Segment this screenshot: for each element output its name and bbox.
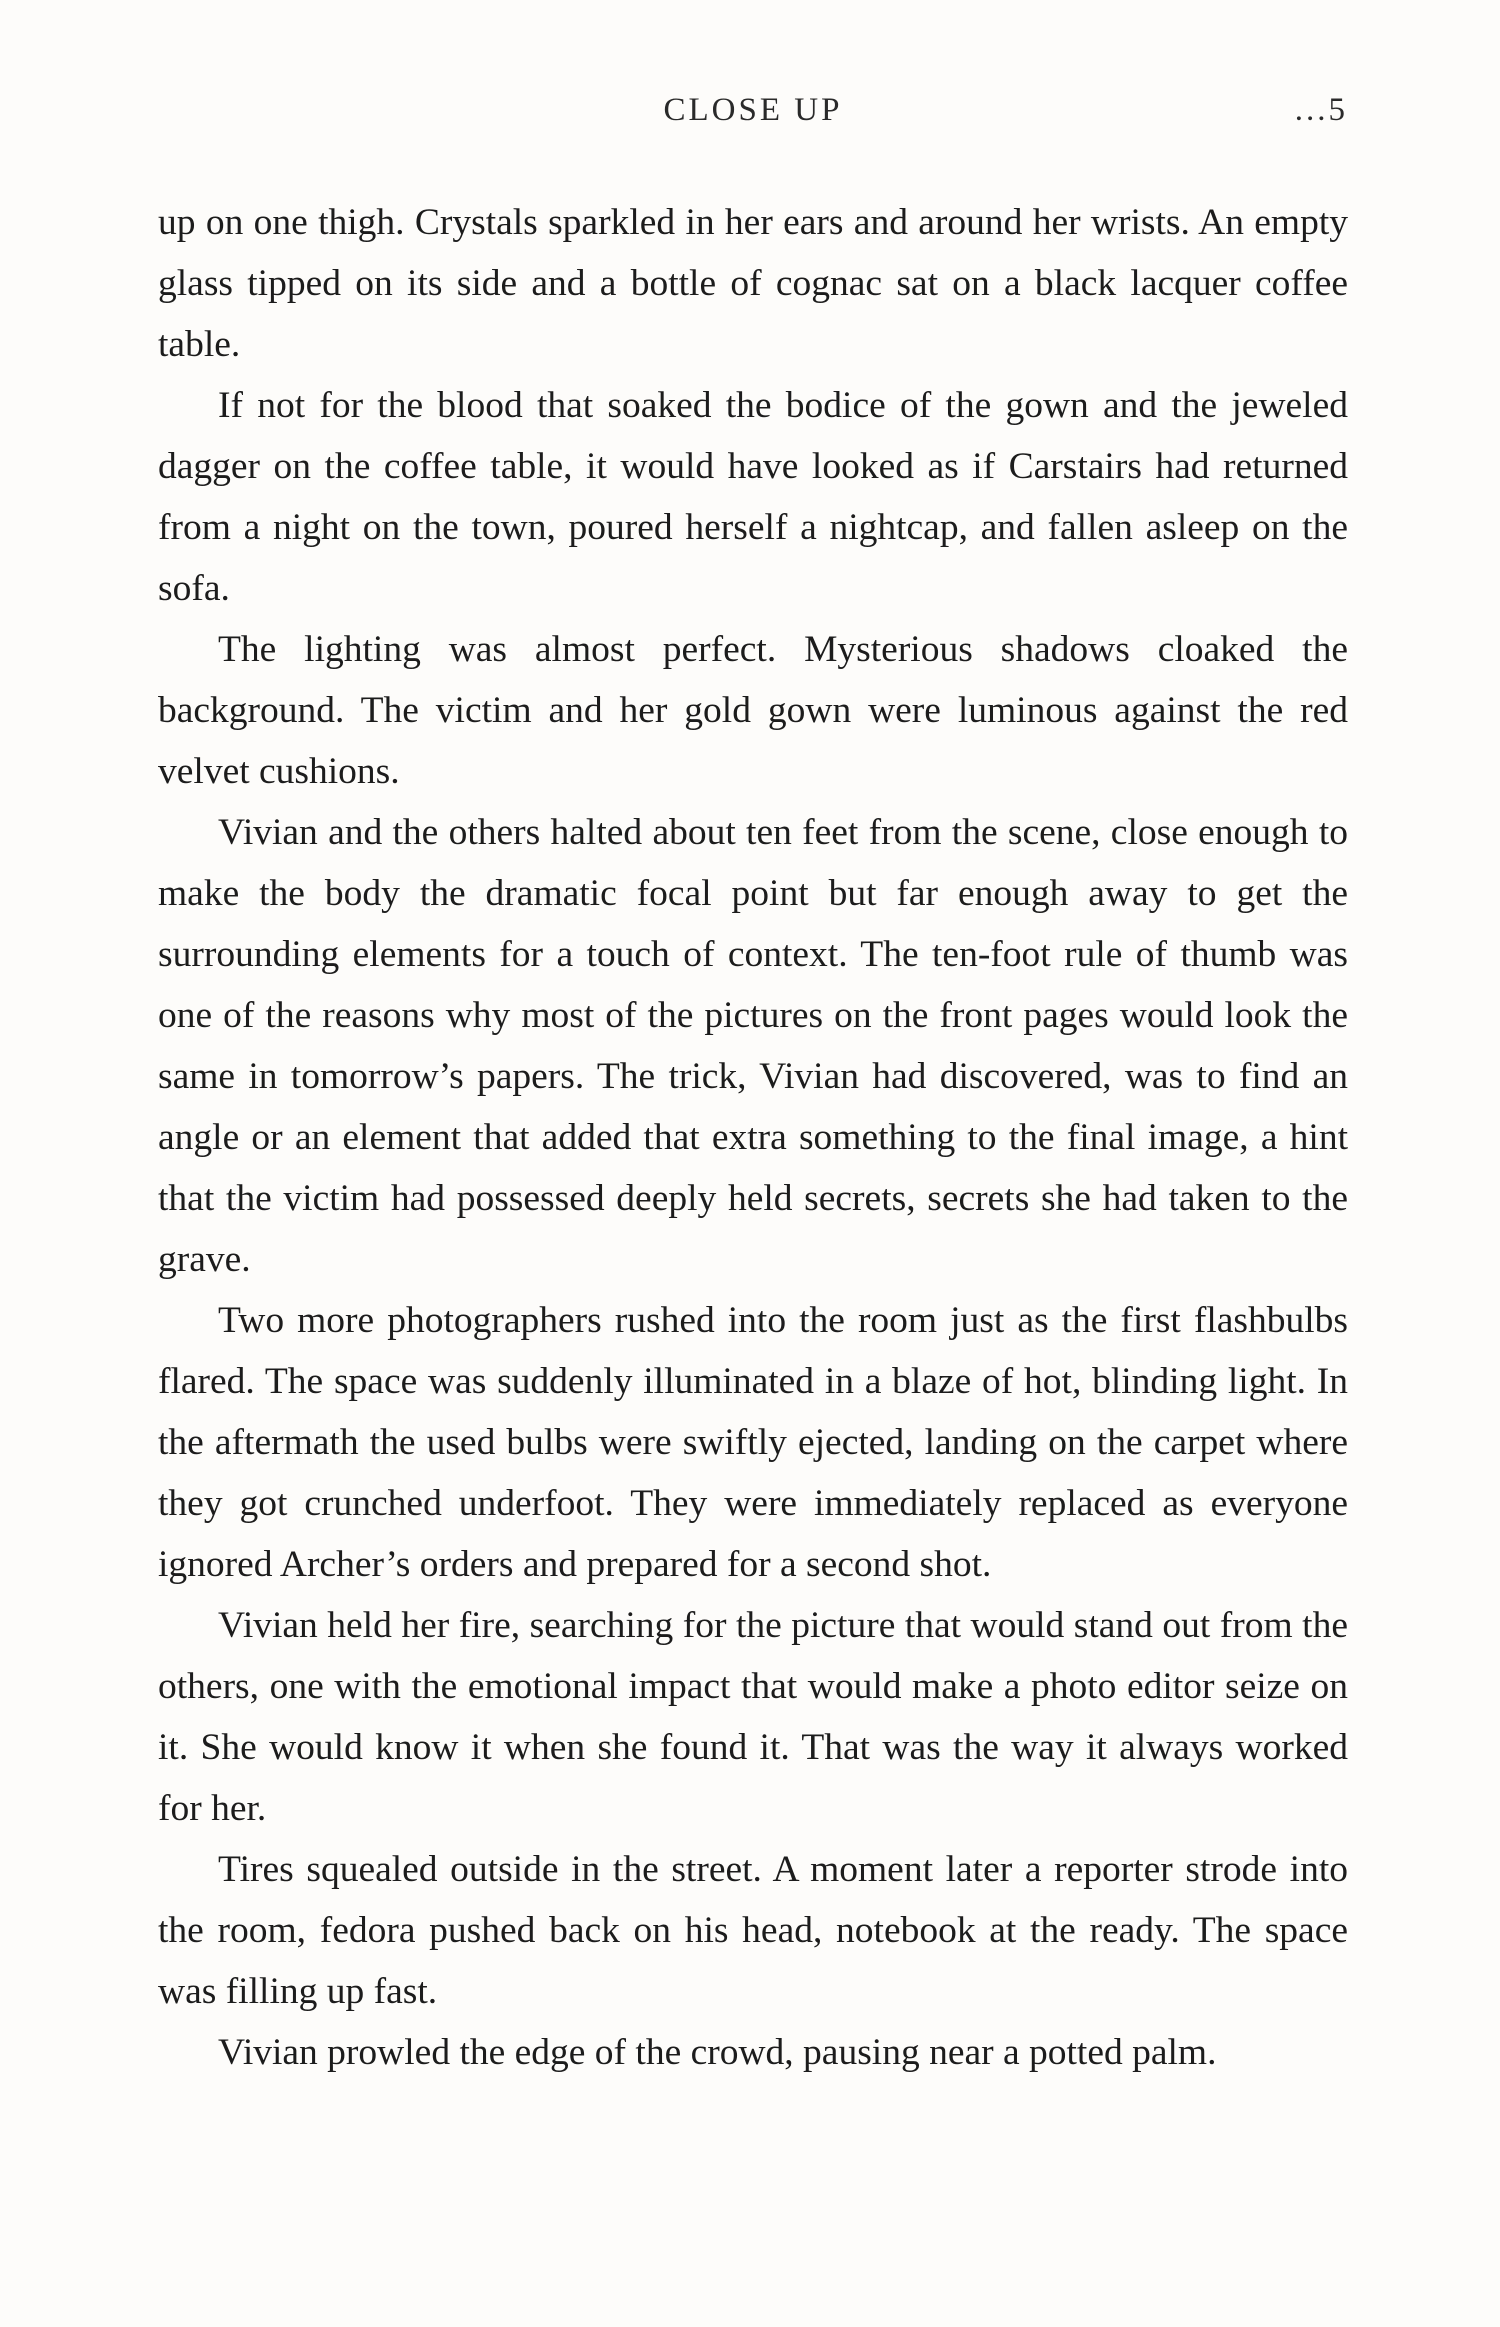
- paragraph: Vivian held her fire, searching for the picture that would stand out from the others, one with the emotional impact that would make a photo editor seize on it. She would know it when she found it. That was the way it always worked for her.: [158, 1605, 1348, 1829]
- body-text: [158, 192, 1348, 2083]
- paragraph: Vivian prowled the edge of the crowd, pausing near a potted palm.: [218, 2032, 1217, 2073]
- paragraph: Tires squealed outside in the street. A moment later a reporter strode into the room, fedora pushed back on his head, notebook at the ready. The space was filling up fast.: [158, 1849, 1348, 2012]
- running-head: [158, 92, 1348, 142]
- paragraph: Vivian and the others halted about ten feet from the scene, close enough to make the body the dramatic focal point but far enough away to get the surrounding elements for a touch of context. The ten-foot rule of thumb was one of the reasons why most of the pictures on the front pages would look the same in tomorrow’s papers. The trick, Vivian had discovered, was to find an angle or an element that added that extra something to the final image, a hint that the victim had possessed deeply held secrets, secrets she had taken to the grave.: [158, 812, 1348, 1280]
- paragraph: The lighting was almost perfect. Mysterious shadows cloaked the background. The victim and her gold gown were luminous against the red velvet cushions.: [158, 629, 1348, 792]
- book-title: CLOSE UP: [663, 92, 843, 128]
- paragraph: Two more photographers rushed into the room just as the first flashbulbs flared. The space was suddenly illuminated in a blaze of hot, blinding light. In the aftermath the used bulbs were swiftly ejected, landing on the carpet where they got crunched underfoot. They were immediately replaced as everyone ignored Archer’s orders and prepared for a second shot.: [158, 1300, 1348, 1585]
- page-number: ...5: [1294, 92, 1348, 128]
- paragraph: up on one thigh. Crystals sparkled in her ears and around her wrists. An empty glass tipped on its side and a bottle of cognac sat on a black lacquer coffee table.: [158, 202, 1348, 365]
- paragraph: If not for the blood that soaked the bodice of the gown and the jeweled dagger on the coffee table, it would have looked as if Carstairs had returned from a night on the town, poured herself a nightcap, and fallen asleep on the sofa.: [158, 385, 1348, 609]
